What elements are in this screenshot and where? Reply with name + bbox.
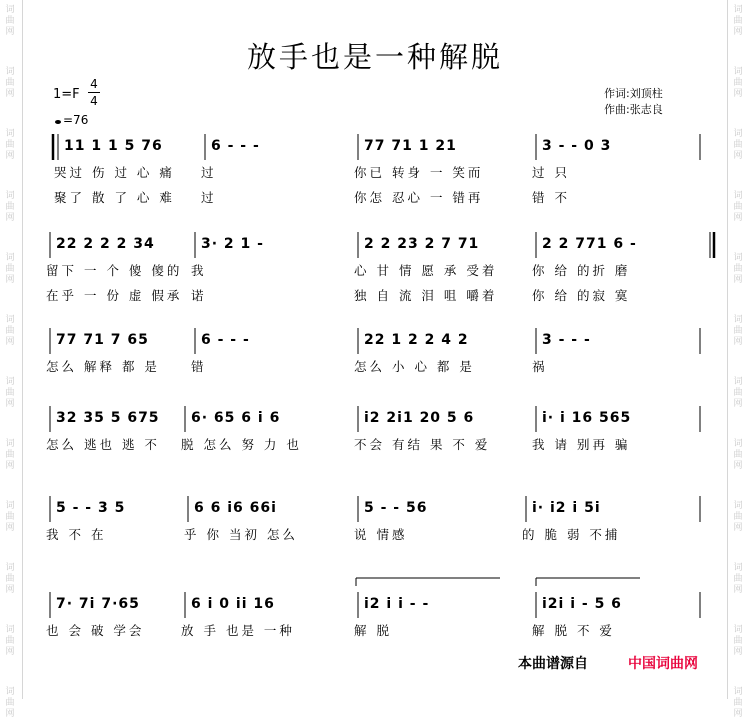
note-measure: 77 71 7 65 [56,332,149,348]
watermark-glyph: 曲 [5,698,15,708]
watermark-glyph: 网 [5,213,15,223]
watermark-glyph: 网 [733,399,743,409]
watermark-glyph: 词 [5,253,15,263]
watermark-glyph: 曲 [733,388,743,398]
lyric-line-1: 怎么 小 心 都 是 [354,359,475,374]
watermark-glyph: 曲 [733,78,743,88]
lyricist-credit: 作词:刘顶柱 [604,87,663,100]
lyric-line-1: 的 脆 弱 不捕 [522,527,621,542]
note-measure: 22 2 2 2 34 [56,236,155,252]
note-measure: 11 1 1 5 76 [64,138,163,154]
watermark-glyph: 曲 [5,140,15,150]
lyric-line-1: 我 请 别再 骗 [532,437,631,452]
lyric-line-1: 留下 一 个 傻 傻的 [46,263,183,278]
watermark-glyph: 曲 [5,450,15,460]
watermark-glyph: 曲 [5,78,15,88]
watermark-glyph: 词 [733,439,743,449]
note-measure: i· i2 i 5i [532,500,601,516]
composer-credit: 作曲:张志良 [604,103,663,116]
watermark-glyph: 词 [733,687,743,697]
note-measure: 6 6 i6 66i [194,500,277,516]
note-measure: 5 - - 56 [364,500,428,516]
time-signature-bottom: 4 [90,94,98,108]
watermark-glyph: 词 [5,315,15,325]
watermark-glyph: 词 [733,253,743,263]
lyric-line-1: 错 [191,359,207,374]
note-measure: 3 - - 0 3 [542,138,612,154]
watermark-glyph: 词 [733,191,743,201]
lyric-line-1: 哭过 伤 过 心 痛 [54,165,175,180]
watermark-glyph: 词 [733,625,743,635]
note-measure: 3· 2 1 - [201,236,264,252]
note-measure: i2 i i - - [364,596,430,612]
note-measure: 6· 65 6 i 6 [191,410,281,426]
watermark-glyph: 词 [5,439,15,449]
lyric-line-1: 解 脱 不 爱 [532,623,615,638]
watermark-glyph: 网 [733,275,743,285]
lyric-line-2: 在乎 一 份 虚 假承 [46,288,183,303]
watermark-glyph: 网 [733,709,743,719]
watermark-glyph: 网 [733,647,743,657]
lyric-line-1: 过 [201,165,217,180]
watermark-glyph: 词 [733,315,743,325]
watermark-glyph: 网 [5,585,15,595]
lyric-line-1: 祸 [532,359,548,374]
song-title: 放手也是一种解脱 [246,40,503,74]
note-measure: i2 2i1 20 5 6 [364,410,475,426]
watermark-glyph: 曲 [733,698,743,708]
watermark-glyph: 词 [5,5,15,15]
lyric-line-1: 怎么 逃也 逃 不 [46,437,160,452]
watermark-glyph: 网 [733,89,743,99]
watermark-glyph: 词 [5,67,15,77]
note-measure: 3 - - - [542,332,591,348]
note-measure: 22 1 2 2 4 2 [364,332,469,348]
watermark-glyph: 词 [5,501,15,511]
watermark-glyph: 词 [5,563,15,573]
watermark-glyph: 曲 [733,450,743,460]
watermark-glyph: 词 [5,687,15,697]
watermark-glyph: 词 [733,563,743,573]
watermark-glyph: 网 [733,461,743,471]
note-measure: 2 2 771 6 - [542,236,637,252]
note-measure: 5 - - 3 5 [56,500,126,516]
lyric-line-1: 你 给 的折 磨 [532,263,631,278]
watermark-glyph: 曲 [5,636,15,646]
watermark-glyph: 网 [733,585,743,595]
lyric-line-1: 解 脱 [354,623,392,638]
site-name[interactable]: 中国词曲网 [628,656,698,672]
watermark-glyph: 网 [733,151,743,161]
watermark-glyph: 网 [5,337,15,347]
watermark-glyph: 网 [5,89,15,99]
note-measure: 77 71 1 21 [364,138,457,154]
lyric-line-1: 心 甘 情 愿 承 受着 [354,263,498,278]
lyric-line-1: 过 只 [532,165,570,180]
watermark-glyph: 词 [5,129,15,139]
watermark-glyph: 网 [733,27,743,37]
watermark-glyph: 网 [5,275,15,285]
watermark-glyph: 曲 [5,16,15,26]
source-label: 本曲谱源自 [518,656,588,672]
watermark-glyph: 曲 [733,140,743,150]
watermark-glyph: 曲 [733,202,743,212]
watermark-glyph: 曲 [5,388,15,398]
lyric-line-2: 错 不 [532,190,570,205]
watermark-glyph: 词 [733,501,743,511]
watermark-glyph: 网 [5,27,15,37]
watermark-glyph: 曲 [733,512,743,522]
lyric-line-2: 诺 [191,288,207,303]
watermark-glyph: 网 [5,461,15,471]
watermark-glyph: 曲 [733,574,743,584]
lyric-line-2: 过 [201,190,217,205]
watermark-glyph: 词 [733,67,743,77]
watermark-glyph: 词 [5,191,15,201]
lyric-line-2: 你 给 的寂 寞 [532,288,631,303]
watermark-glyph: 曲 [733,264,743,274]
watermark-glyph: 词 [733,5,743,15]
watermark-glyph: 曲 [5,326,15,336]
lyric-line-1: 我 不 在 [46,527,107,542]
watermark-glyph: 曲 [733,16,743,26]
watermark-glyph: 曲 [733,326,743,336]
note-measure: 2 2 23 2 7 71 [364,236,480,252]
watermark-glyph: 网 [733,337,743,347]
watermark-glyph: 曲 [733,636,743,646]
watermark-glyph: 网 [5,523,15,533]
note-measure: i2i i - 5 6 [542,596,622,612]
watermark-glyph: 网 [5,399,15,409]
lyric-line-1: 脱 怎么 努 力 也 [181,437,302,452]
lyric-line-1: 乎 你 当初 怎么 [184,527,298,542]
note-measure: 6 - - - [211,138,260,154]
key-signature: 1=F [53,87,80,102]
watermark-glyph: 词 [733,129,743,139]
tempo-value: =76 [63,113,89,127]
lyric-line-1: 我 [191,263,207,278]
lyric-line-1: 说 情感 [354,527,408,542]
lyric-line-2: 独 自 流 泪 咀 嚼着 [354,288,498,303]
lyric-line-1: 也 会 破 学会 [46,623,145,638]
watermark-glyph: 词 [733,377,743,387]
watermark-glyph: 曲 [5,264,15,274]
watermark-glyph: 网 [5,709,15,719]
watermark-glyph: 网 [5,151,15,161]
watermark-glyph: 曲 [5,202,15,212]
note-measure: 6 - - - [201,332,250,348]
lyric-line-1: 不会 有结 果 不 爱 [354,437,491,452]
watermark-glyph: 词 [5,625,15,635]
watermark-glyph: 曲 [5,512,15,522]
lyric-line-1: 你已 转身 一 笑而 [354,165,484,180]
lyric-line-2: 聚了 散 了 心 难 [54,190,175,205]
watermark-glyph: 网 [733,523,743,533]
note-measure: i· i 16 565 [542,410,632,426]
time-signature-top: 4 [90,77,98,91]
watermark-glyph: 网 [733,213,743,223]
watermark-glyph: 曲 [5,574,15,584]
note-measure: 32 35 5 675 [56,410,160,426]
note-measure: 6 i 0 ii 16 [191,596,275,612]
lyric-line-2: 你怎 忍心 一 错再 [354,190,484,205]
watermark-glyph: 词 [5,377,15,387]
lyric-line-1: 放 手 也是 一种 [181,623,295,638]
watermark-glyph: 网 [5,647,15,657]
note-measure: 7· 7i 7·65 [56,596,140,612]
lyric-line-1: 怎么 解释 都 是 [46,359,160,374]
